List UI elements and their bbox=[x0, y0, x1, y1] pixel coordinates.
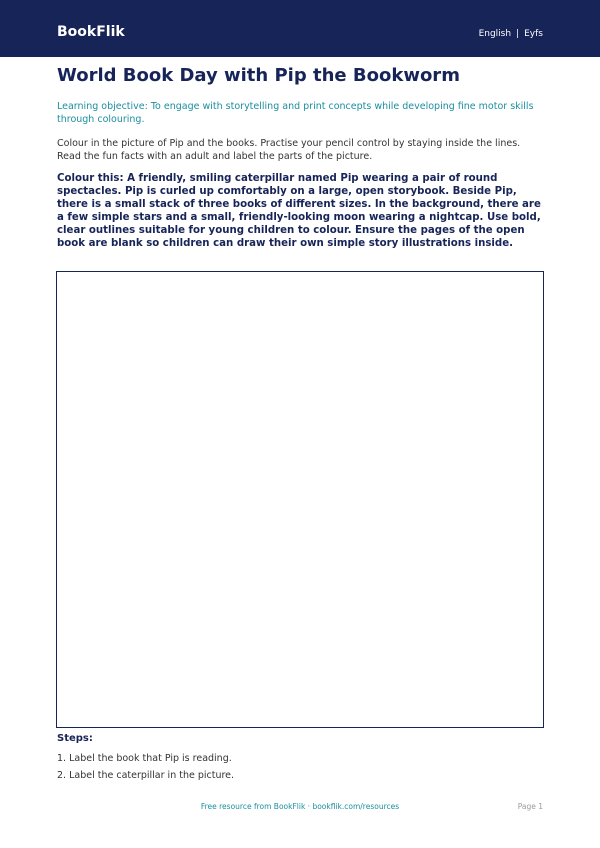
steps-list bbox=[57, 750, 234, 784]
subject-label: English bbox=[478, 29, 512, 39]
instructions: Colour in the picture of Pip and the books. Practise your pencil control by staying inside the lines. Read the fun facts with an adult and label the parts of the picture. bbox=[57, 138, 521, 162]
level-label: Eyfs bbox=[524, 29, 543, 39]
learning-objective: Learning objective: To engage with storytelling and print concepts while developing fine motor skills through colouring. bbox=[57, 101, 534, 125]
subject-level bbox=[479, 28, 543, 40]
steps-heading: Steps: bbox=[57, 733, 93, 744]
worksheet-title: World Book Day with Pip the Bookworm bbox=[57, 65, 460, 86]
meta-separator: | bbox=[516, 29, 520, 39]
step-item: 1. Label the book that Pip is reading. bbox=[57, 753, 232, 764]
colouring-prompt: Colour this: A friendly, smiling caterpillar named Pip wearing a pair of round spectacles. Pip is curled up comfortably on a large, open storybook. Beside Pip, there is a small stack of three books of different sizes. In the background, there are a few simple stars and a small, friendly-looking moon wearing a nightcap. Use bold, clear outlines suitable for young children to colour. Ensure the pages of the open book are blank so children can draw their own simple story illustrations inside. bbox=[57, 173, 541, 249]
header-bar bbox=[0, 0, 600, 57]
page-number: Page 1 bbox=[517, 802, 543, 811]
colouring-area bbox=[56, 271, 544, 728]
brand-logo: BookFlik bbox=[57, 24, 125, 40]
footer-source: Free resource from BookFlik · bookflik.com/resources bbox=[200, 802, 400, 811]
step-item: 2. Label the caterpillar in the picture. bbox=[57, 770, 235, 781]
